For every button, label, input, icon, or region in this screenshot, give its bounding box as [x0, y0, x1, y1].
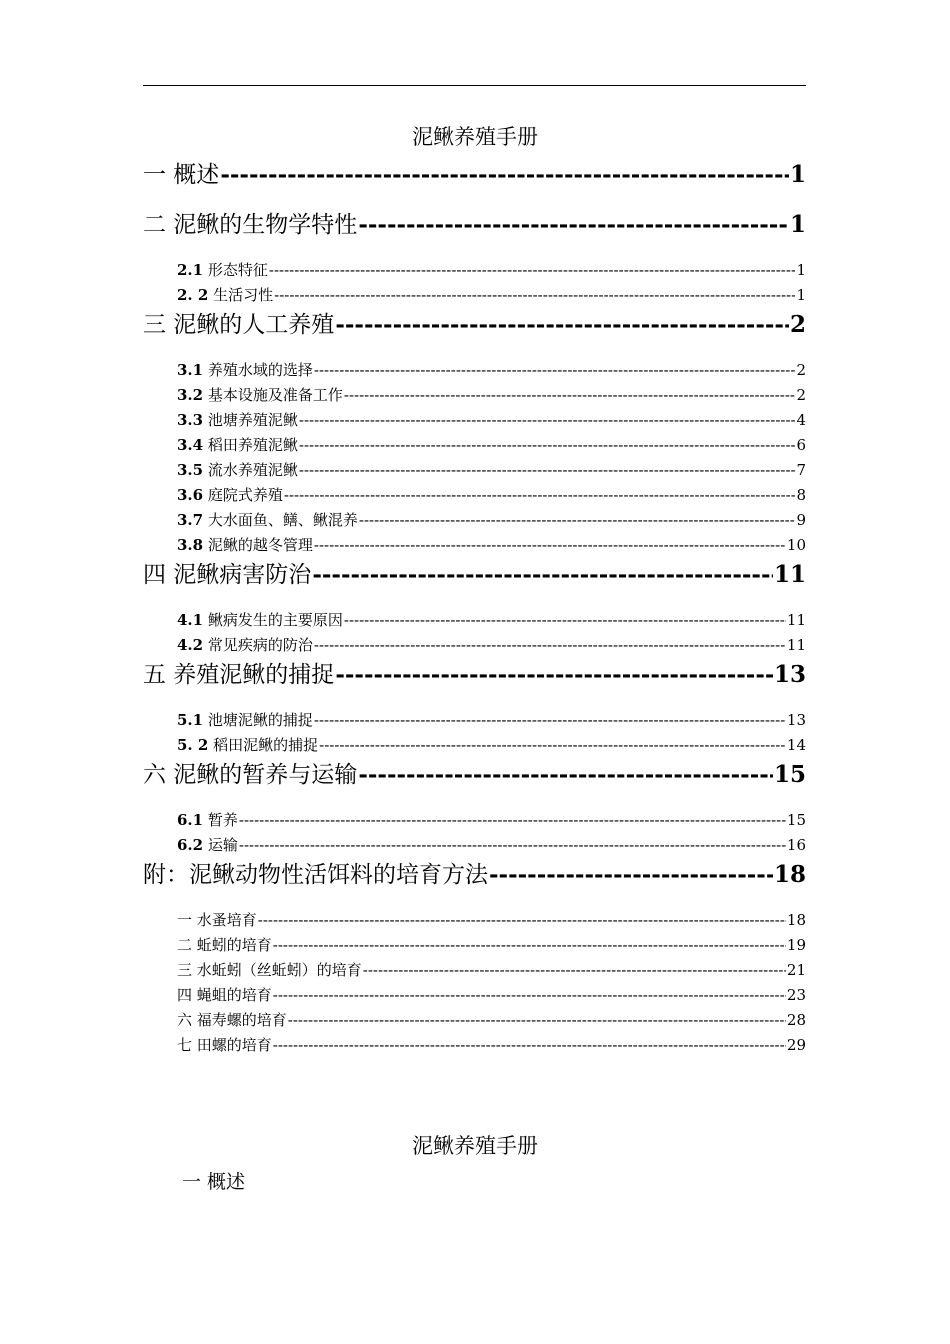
toc-dot-leader — [319, 733, 786, 758]
toc-page-number: 2 — [789, 311, 806, 338]
toc-page-number: 6 — [796, 436, 806, 454]
toc-entry-text: 常见疾病的防治 — [207, 636, 313, 654]
toc-page-number: 4 — [796, 411, 806, 429]
toc-page-number: 13 — [786, 711, 806, 729]
toc-entry-text: 稻田养殖泥鳅 — [207, 436, 298, 454]
toc-entry-number: 5. 2 — [177, 736, 209, 754]
toc-entry-number: 2. 2 — [177, 286, 209, 304]
toc-entry-text: 三 泥鳅的人工养殖 — [143, 312, 335, 338]
toc-entry-label — [143, 208, 358, 242]
toc-dot-leader — [344, 608, 786, 633]
toc-entry-text: 运输 — [207, 836, 238, 854]
toc-entry-text: 二 蚯蚓的培育 — [177, 936, 272, 954]
toc-entry-text: 六 泥鳅的暂养与运输 — [143, 762, 358, 788]
toc-page-number: 11 — [786, 636, 806, 654]
toc-entry-label — [177, 908, 258, 933]
toc-entry-number: 6.1 — [177, 811, 204, 829]
toc-entry-label — [177, 733, 319, 758]
toc-page-number: 13 — [773, 661, 806, 688]
toc-chapter-entry[interactable] — [143, 758, 806, 808]
toc-entry-text: 泥鳅的越冬管理 — [207, 536, 313, 554]
toc-dot-leader — [273, 983, 786, 1008]
toc-entry-text: 附：泥鳅动物性活饵料的培育方法 — [143, 862, 488, 888]
toc-page-number: 7 — [796, 461, 806, 479]
toc-page-number: 15 — [786, 811, 806, 829]
toc-section-entry[interactable] — [143, 1033, 806, 1058]
toc-entry-text: 池塘泥鳅的捕捉 — [207, 711, 313, 729]
toc-dot-leader — [314, 633, 786, 658]
toc-entry-number: 3.8 — [177, 536, 204, 554]
body-page-title: 泥鳅养殖手册 — [412, 1134, 538, 1158]
toc-page-number: 2 — [796, 361, 806, 379]
toc-entry-text: 鳅病发生的主要原因 — [207, 611, 343, 629]
toc-entry-label — [143, 158, 220, 192]
toc-dot-leader — [314, 358, 796, 383]
toc-entry-text: 庭院式养殖 — [207, 486, 283, 504]
toc-page-number: 2 — [796, 386, 806, 404]
toc-entry-label — [177, 708, 314, 733]
toc-page-number: 1 — [789, 161, 806, 188]
toc-section-entry[interactable] — [143, 358, 806, 383]
toc-entry-label — [177, 358, 314, 383]
toc-section-entry[interactable] — [143, 983, 806, 1008]
toc-entry-label — [143, 758, 358, 792]
toc-dot-leader — [359, 508, 796, 533]
toc-chapter-entry[interactable] — [143, 858, 806, 908]
toc-section-entry[interactable] — [143, 733, 806, 758]
toc-entry-text: 养殖水域的选择 — [207, 361, 313, 379]
toc-entry-label — [177, 408, 299, 433]
toc-dot-leader — [335, 308, 789, 342]
toc-section-entry[interactable] — [143, 433, 806, 458]
toc-page-number: 1 — [789, 211, 806, 238]
toc-chapter-entry[interactable] — [143, 658, 806, 708]
toc-entry-label — [177, 1008, 288, 1033]
toc-page-number: 23 — [786, 986, 806, 1004]
toc-entry-text: 生活习性 — [213, 286, 274, 304]
toc-dot-leader — [258, 908, 786, 933]
toc-dot-leader — [273, 1033, 786, 1058]
toc-entry-text: 六 福寿螺的培育 — [177, 1011, 287, 1029]
toc-page-number: 1 — [796, 261, 806, 279]
toc-entry-number: 3.4 — [177, 436, 204, 454]
toc-entry-number: 4.2 — [177, 636, 204, 654]
toc-dot-leader — [239, 833, 786, 858]
toc-entry-number: 3.2 — [177, 386, 204, 404]
toc-entry-label — [177, 258, 269, 283]
toc-entry-label — [177, 958, 363, 983]
toc-section-entry[interactable] — [143, 833, 806, 858]
toc-dot-leader — [358, 758, 773, 792]
toc-page-number: 9 — [796, 511, 806, 529]
toc-entry-text: 基本设施及准备工作 — [207, 386, 343, 404]
toc-page-number: 18 — [773, 861, 806, 888]
toc-section-entry[interactable] — [143, 608, 806, 633]
toc-dot-leader — [344, 383, 796, 408]
toc-page-number: 29 — [786, 1036, 806, 1054]
toc-entry-text: 池塘养殖泥鳅 — [207, 411, 298, 429]
toc-entry-label — [177, 983, 273, 1008]
toc-page-number: 15 — [773, 761, 806, 788]
toc-entry-number: 3.1 — [177, 361, 204, 379]
toc-entry-text: 稻田泥鳅的捕捉 — [213, 736, 319, 754]
toc-section-entry[interactable] — [143, 958, 806, 983]
toc-dot-leader — [299, 408, 796, 433]
toc-entry-label — [177, 1033, 273, 1058]
toc-section-entry[interactable] — [143, 708, 806, 733]
toc-section-entry[interactable] — [143, 408, 806, 433]
toc-entry-label — [177, 508, 359, 533]
toc-page-number: 28 — [786, 1011, 806, 1029]
toc-dot-leader — [314, 708, 786, 733]
toc-entry-number: 4.1 — [177, 611, 204, 629]
toc-chapter-entry[interactable] — [143, 158, 806, 208]
toc-page-number: 11 — [773, 561, 806, 588]
toc-dot-leader — [358, 208, 789, 242]
toc-dot-leader — [363, 958, 786, 983]
toc-page-number: 14 — [786, 736, 806, 754]
toc-entry-number: 6.2 — [177, 836, 204, 854]
toc-section-entry[interactable] — [143, 258, 806, 283]
toc-dot-leader — [284, 483, 796, 508]
toc-dot-leader — [299, 433, 796, 458]
toc-section-entry[interactable] — [143, 1008, 806, 1033]
toc-dot-leader — [314, 533, 786, 558]
toc-entry-label — [177, 608, 344, 633]
toc-entry-number: 3.5 — [177, 461, 204, 479]
toc-dot-leader — [489, 858, 773, 892]
toc-entry-text: 一 概述 — [143, 162, 220, 188]
toc-entry-text: 三 水蚯蚓（丝蚯蚓）的培育 — [177, 961, 362, 979]
toc-entry-label — [177, 933, 273, 958]
toc-section-entry[interactable] — [143, 633, 806, 658]
toc-entry-text: 四 蝇蛆的培育 — [177, 986, 272, 1004]
toc-page-number: 18 — [786, 911, 806, 929]
toc-entry-label — [177, 833, 239, 858]
toc-dot-leader — [312, 558, 773, 592]
toc-entry-number: 3.7 — [177, 511, 204, 529]
toc-entry-text: 大水面鱼、鳝、鳅混养 — [207, 511, 358, 529]
toc-section-entry[interactable] — [143, 508, 806, 533]
toc-entry-label — [177, 383, 344, 408]
toc-page-number: 10 — [786, 536, 806, 554]
toc-section-entry[interactable] — [143, 483, 806, 508]
toc-dot-leader — [269, 258, 796, 283]
toc-page-number: 16 — [786, 836, 806, 854]
toc-chapter-entry[interactable] — [143, 208, 806, 258]
section-heading-overview: 一 概述 — [182, 1171, 246, 1193]
toc-entry-label — [177, 633, 314, 658]
toc-dot-leader — [239, 808, 786, 833]
toc-entry-text: 四 泥鳅病害防治 — [143, 562, 312, 588]
toc-page-number: 11 — [786, 611, 806, 629]
toc-chapter-entry[interactable] — [143, 308, 806, 358]
toc-dot-leader — [273, 933, 786, 958]
toc-page-number: 8 — [796, 486, 806, 504]
toc-entry-label — [143, 558, 312, 592]
toc-section-entry[interactable] — [143, 933, 806, 958]
toc-page-number: 21 — [786, 961, 806, 979]
toc-entry-text: 流水养殖泥鳅 — [207, 461, 298, 479]
toc-entry-number: 2.1 — [177, 261, 204, 279]
toc-entry-number: 3.6 — [177, 486, 204, 504]
toc-entry-text: 形态特征 — [207, 261, 268, 279]
toc-entry-text: 一 水蚤培育 — [177, 911, 257, 929]
toc-entry-label — [177, 483, 284, 508]
toc-section-entry[interactable] — [143, 908, 806, 933]
toc-entry-text: 五 养殖泥鳅的捕捉 — [143, 662, 335, 688]
toc-page-number: 19 — [786, 936, 806, 954]
toc-section-entry[interactable] — [143, 533, 806, 558]
toc-section-entry[interactable] — [143, 458, 806, 483]
toc-dot-leader — [335, 658, 773, 692]
toc-entry-label — [143, 308, 335, 342]
toc-dot-leader — [299, 458, 796, 483]
toc-page-title: 泥鳅养殖手册 — [412, 125, 538, 149]
toc-entry-number: 3.3 — [177, 411, 204, 429]
toc-section-entry[interactable] — [143, 283, 806, 308]
toc-entry-label — [143, 658, 335, 692]
toc-section-entry[interactable] — [143, 383, 806, 408]
toc-entry-label — [177, 458, 299, 483]
toc-entry-label — [177, 283, 274, 308]
header-rule — [143, 85, 806, 86]
toc-entry-label — [177, 808, 239, 833]
toc-section-entry[interactable] — [143, 808, 806, 833]
table-of-contents — [143, 158, 806, 1058]
toc-entry-number: 5.1 — [177, 711, 204, 729]
toc-entry-label — [177, 433, 299, 458]
toc-entry-label — [177, 533, 314, 558]
toc-entry-label — [143, 858, 489, 892]
toc-dot-leader — [220, 158, 789, 192]
toc-page-number: 1 — [796, 286, 806, 304]
toc-chapter-entry[interactable] — [143, 558, 806, 608]
toc-entry-text: 二 泥鳅的生物学特性 — [143, 212, 358, 238]
toc-entry-text: 七 田螺的培育 — [177, 1036, 272, 1054]
toc-entry-text: 暂养 — [207, 811, 238, 829]
toc-dot-leader — [274, 283, 795, 308]
toc-dot-leader — [288, 1008, 786, 1033]
